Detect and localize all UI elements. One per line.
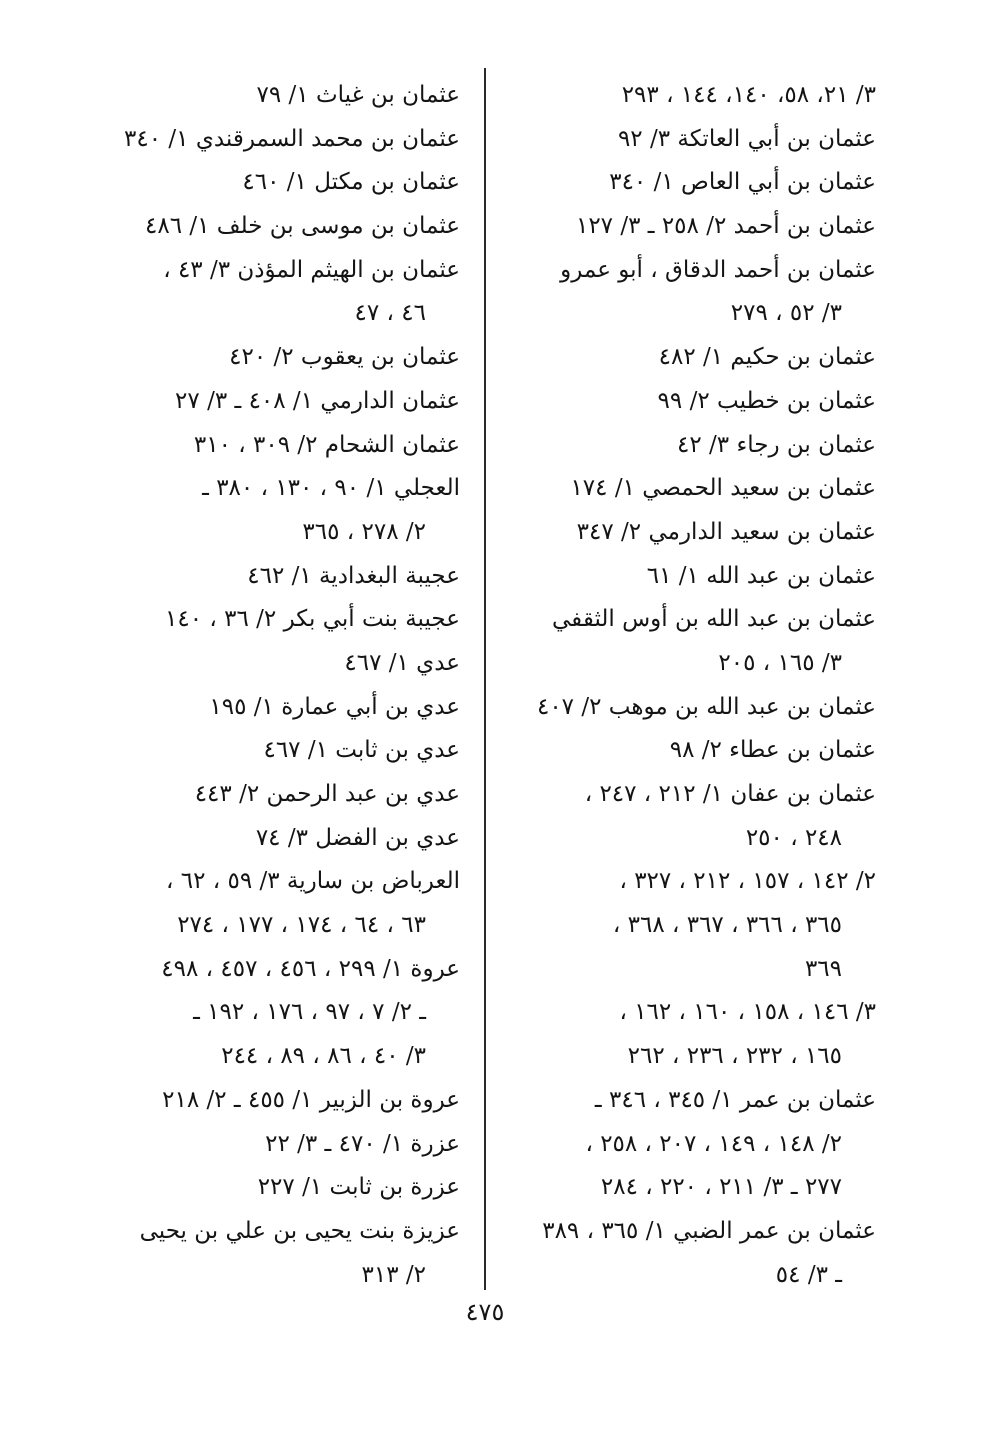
entry-line: عدي بن الفضل ٣/ ٧٤ [255, 824, 460, 851]
index-entry [70, 1210, 460, 1297]
entry-line: عثمان بن سعيد الحمصي ١/ ١٧٤ [570, 475, 876, 502]
entry-continuation-line: ـ ٣/ ٥٤ [775, 1261, 842, 1288]
entry-line: عروة بن الزبير ١/ ٤٥٥ ـ ٢/ ٢١٨ [162, 1086, 460, 1113]
index-entry [70, 336, 460, 380]
index-entry [70, 598, 460, 642]
index-entry [70, 161, 460, 205]
index-entry [70, 729, 460, 773]
entry-continuation-line: ٤٦ ، ٤٧ [354, 300, 426, 327]
index-entry [70, 1079, 460, 1123]
index-entry [492, 729, 876, 773]
entry-line: عزيزة بنت يحيى بن علي بن يحيى [139, 1217, 460, 1244]
entry-line: عثمان بن مكتل ١/ ٤٦٠ [242, 169, 460, 196]
entry-line: عزرة بن ثابت ١/ ٢٢٧ [257, 1174, 460, 1201]
entry-line: عثمان بن غياث ١/ ٧٩ [256, 82, 460, 108]
entry-line: عثمان الشحام ٢/ ٣٠٩ ، ٣١٠ [193, 431, 460, 458]
entry-continuation-line: ٢٧٧ ـ ٣/ ٢١١ ، ٢٢٠ ، ٢٨٤ [600, 1174, 842, 1201]
index-entry [70, 686, 460, 730]
index-entry [492, 336, 876, 380]
entry-line: عثمان بن عبد الله بن موهب ٢/ ٤٠٧ [536, 693, 876, 720]
entry-line: عثمان بن سعيد الدارمي ٢/ ٣٤٧ [576, 518, 876, 545]
entry-line: عثمان بن أحمد ٢/ ٢٥٨ ـ ٣/ ١٢٧ [575, 213, 876, 240]
entry-line: عثمان بن عمر الضبي ١/ ٣٦٥ ، ٣٨٩ [542, 1217, 876, 1244]
column-divider [484, 68, 486, 1290]
entry-continuation-line: ـ ٢/ ٧ ، ٩٧ ، ١٧٦ ، ١٩٢ ـ [193, 999, 426, 1026]
index-entry [70, 1166, 460, 1210]
entry-line: عجيبة بنت أبي بكر ٢/ ٣٦ ، ١٤٠ [165, 606, 460, 633]
entry-line: عدي بن ثابت ١/ ٤٦٧ [263, 737, 460, 764]
entry-continuation-line: ٣/ ٥٢ ، ٢٧٩ [730, 300, 842, 327]
index-entry [70, 817, 460, 861]
index-entry [70, 118, 460, 162]
entry-line: عثمان بن عبد الله بن أوس الثقفي [552, 606, 876, 633]
index-entry [70, 860, 460, 947]
entry-line: عثمان بن موسى بن خلف ١/ ٤٨٦ [144, 213, 460, 240]
index-entry [70, 1123, 460, 1167]
entry-line: عثمان بن محمد السمرقندي ١/ ٣٤٠ [124, 125, 460, 152]
index-entry [492, 511, 876, 555]
entry-line: عثمان بن عبد الله ١/ ٦١ [646, 562, 876, 589]
entry-continuation-line: ٢/ ٣١٣ [361, 1261, 426, 1288]
entry-line: ٣/ ١٤٦ ، ١٥٨ ، ١٦٠ ، ١٦٢ ، [619, 999, 876, 1026]
index-entry [70, 467, 460, 554]
index-entry [492, 161, 876, 205]
entry-line: عثمان بن الهيثم المؤذن ٣/ ٤٣ ، [163, 256, 460, 283]
entry-line: عزرة ١/ ٤٧٠ ـ ٣/ ٢٢ [265, 1130, 460, 1157]
entry-line: عثمان بن يعقوب ٢/ ٤٢٠ [229, 344, 460, 371]
index-entry [492, 1079, 876, 1210]
entry-line: العجلي ١/ ٩٠ ، ١٣٠ ، ٣٨٠ ـ [202, 475, 460, 502]
entry-line: عدي ١/ ٤٦٧ [344, 649, 460, 676]
entry-line: عثمان بن أبي العاتكة ٣/ ٩٢ [617, 125, 876, 152]
entry-continuation-line: ٢/ ٢٧٨ ، ٣٦٥ [302, 518, 426, 545]
entry-line: عثمان بن أحمد الدقاق ، أبو عمرو [560, 256, 876, 283]
index-entry [492, 118, 876, 162]
index-entry [492, 598, 876, 685]
index-entry [492, 249, 876, 336]
index-entry [492, 380, 876, 424]
page-number: ٤٧٥ [465, 1298, 505, 1326]
index-entry [70, 642, 460, 686]
index-entry [492, 991, 876, 1078]
entry-line: عدي بن عبد الرحمن ٢/ ٤٤٣ [194, 781, 460, 807]
entry-continuation-line: ٣/ ١٦٥ ، ٢٠٥ [718, 649, 842, 676]
entry-continuation-line: ٦٣ ، ٦٤ ، ١٧٤ ، ١٧٧ ، ٢٧٤ [177, 912, 426, 939]
entry-line: ٣/ ٢١، ٥٨، ١٤٠، ١٤٤ ، ٢٩٣ [621, 82, 876, 108]
entry-continuation-line: ١٦٥ ، ٢٣٢ ، ٢٣٦ ، ٢٦٢ [627, 1043, 842, 1070]
entry-line: عثمان بن عطاء ٢/ ٩٨ [669, 737, 876, 764]
entry-line: عثمان بن عفان ١/ ٢١٢ ، ٢٤٧ ، [584, 781, 876, 807]
left-column [70, 74, 460, 1297]
index-entry [70, 249, 460, 336]
entry-line: عثمان بن أبي العاص ١/ ٣٤٠ [609, 169, 876, 196]
entry-line: عدي بن أبي عمارة ١/ ١٩٥ [209, 693, 460, 720]
index-entry [70, 205, 460, 249]
index-entry [492, 467, 876, 511]
index-entry [70, 74, 460, 118]
index-entry [492, 74, 876, 118]
entry-continuation-line: ٢/ ١٤٨ ، ١٤٩ ، ٢٠٧ ، ٢٥٨ ، [585, 1130, 842, 1157]
entry-line: عجيبة البغدادية ١/ ٤٦٢ [247, 562, 460, 589]
entry-continuation-line: ٣/ ٤٠ ، ٨٦ ، ٨٩ ، ٢٤٤ [221, 1043, 426, 1070]
entry-line: عروة ١/ ٢٩٩ ، ٤٥٦ ، ٤٥٧ ، ٤٩٨ [161, 955, 460, 982]
index-entry [492, 686, 876, 730]
entry-line: عثمان بن خطيب ٢/ ٩٩ [657, 387, 876, 414]
index-entry [492, 205, 876, 249]
right-column [492, 74, 876, 1297]
entry-line: عثمان الدارمي ١/ ٤٠٨ ـ ٣/ ٢٧ [175, 387, 460, 414]
index-entry [70, 948, 460, 1079]
index-entry [70, 773, 460, 817]
index-entry [492, 1210, 876, 1297]
index-entry [492, 860, 876, 991]
index-entry [492, 555, 876, 599]
entry-line: العرباض بن سارية ٣/ ٥٩ ، ٦٢ ، [165, 868, 460, 895]
index-entry [492, 424, 876, 468]
entry-continuation-line: ٢٤٨ ، ٢٥٠ [745, 824, 842, 851]
entry-line: عثمان بن حكيم ١/ ٤٨٢ [658, 344, 876, 371]
entry-line: ٢/ ١٤٢ ، ١٥٧ ، ٢١٢ ، ٣٢٧ ، [619, 868, 876, 895]
entry-continuation-line: ٣٦٩ [804, 955, 842, 982]
entry-continuation-line: ٣٦٥ ، ٣٦٦ ، ٣٦٧ ، ٣٦٨ ، [612, 912, 842, 939]
index-entry [70, 424, 460, 468]
entry-line: عثمان بن رجاء ٣/ ٤٢ [677, 431, 876, 458]
index-entry [70, 555, 460, 599]
index-entry [492, 773, 876, 860]
index-entry [70, 380, 460, 424]
entry-line: عثمان بن عمر ١/ ٣٤٥ ، ٣٤٦ ـ [594, 1086, 876, 1113]
